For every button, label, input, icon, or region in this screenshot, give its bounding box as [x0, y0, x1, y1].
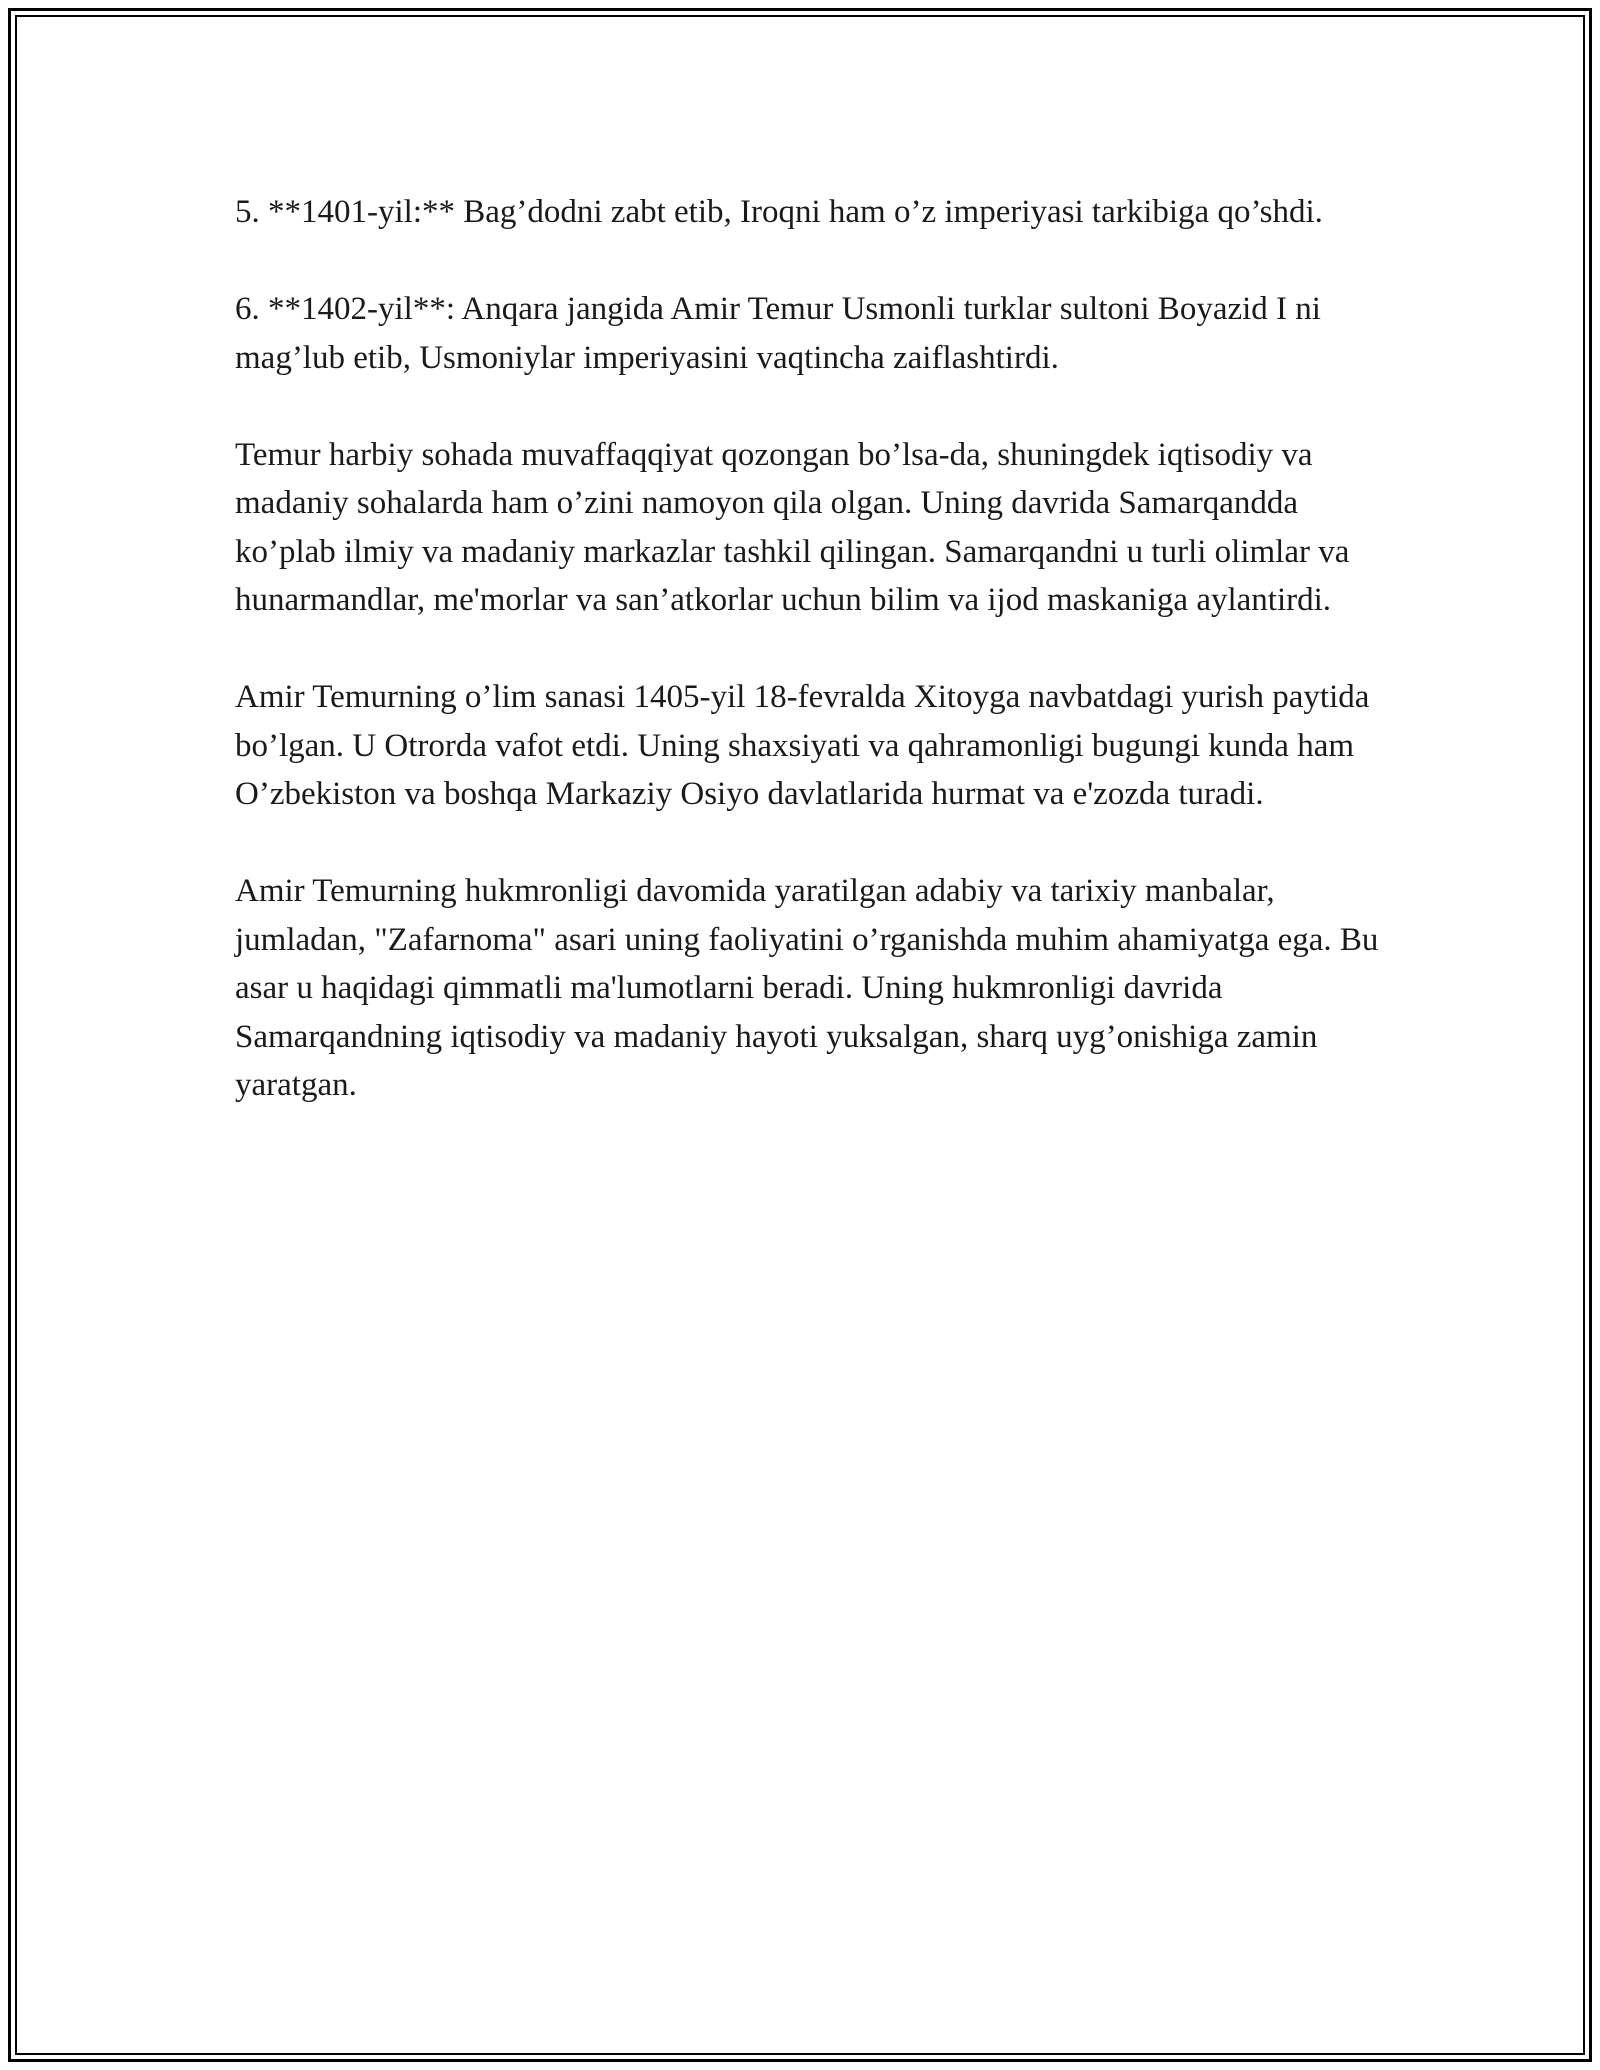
paragraph-death: Amir Temurning o’lim sanasi 1405-yil 18-fevralda Xitoyga navbatdagi yurish paytida bo’lgan. U Otrorda vafot etdi. Uning shaxsiyati va qahramonligi bugungi kunda ham O’zbekiston va boshqa Markaziy Osiyo davlatlarida hurmat va e'zozda turadi.: [235, 679, 1370, 812]
paragraph-sources: Amir Temurning hukmronligi davomida yaratilgan adabiy va tarixiy manbalar, jumladan, "Zafarnoma" asari uning faoliyatini o’rganishda muhim ahamiyatga ega. Bu asar u haqidagi qimmatli ma'lumotlarni beradi. Uning hukmronligi davrida Samarqandning iqtisodiy va madaniy hayoti yuksalgan, sharq uyg’onishiga zamin yaratgan.: [235, 873, 1379, 1103]
document-body: [235, 188, 1385, 1158]
paragraph-1401: 5. **1401-yil:** Bag’dodni zabt etib, Iroqni ham o’z imperiyasi tarkibiga qo’shdi.: [235, 194, 1323, 230]
paragraph-1402: 6. **1402-yil**: Anqara jangida Amir Temur Usmonli turklar sultoni Boyazid I ni mag’lub etib, Usmoniylar imperiyasini vaqtincha zaiflashtirdi.: [235, 291, 1321, 376]
paragraph-economy-culture: Temur harbiy sohada muvaffaqqiyat qozongan bo’lsa-da, shuningdek iqtisodiy va madaniy sohalarda ham o’zini namoyon qila olgan. Uning davrida Samarqandda ko’plab ilmiy va madaniy markazlar tashkil qilingan. Samarqandni u turli olimlar va hunarmandlar, me'morlar va san’atkorlar uchun bilim va ijod maskaniga aylantirdi.: [235, 436, 1350, 618]
